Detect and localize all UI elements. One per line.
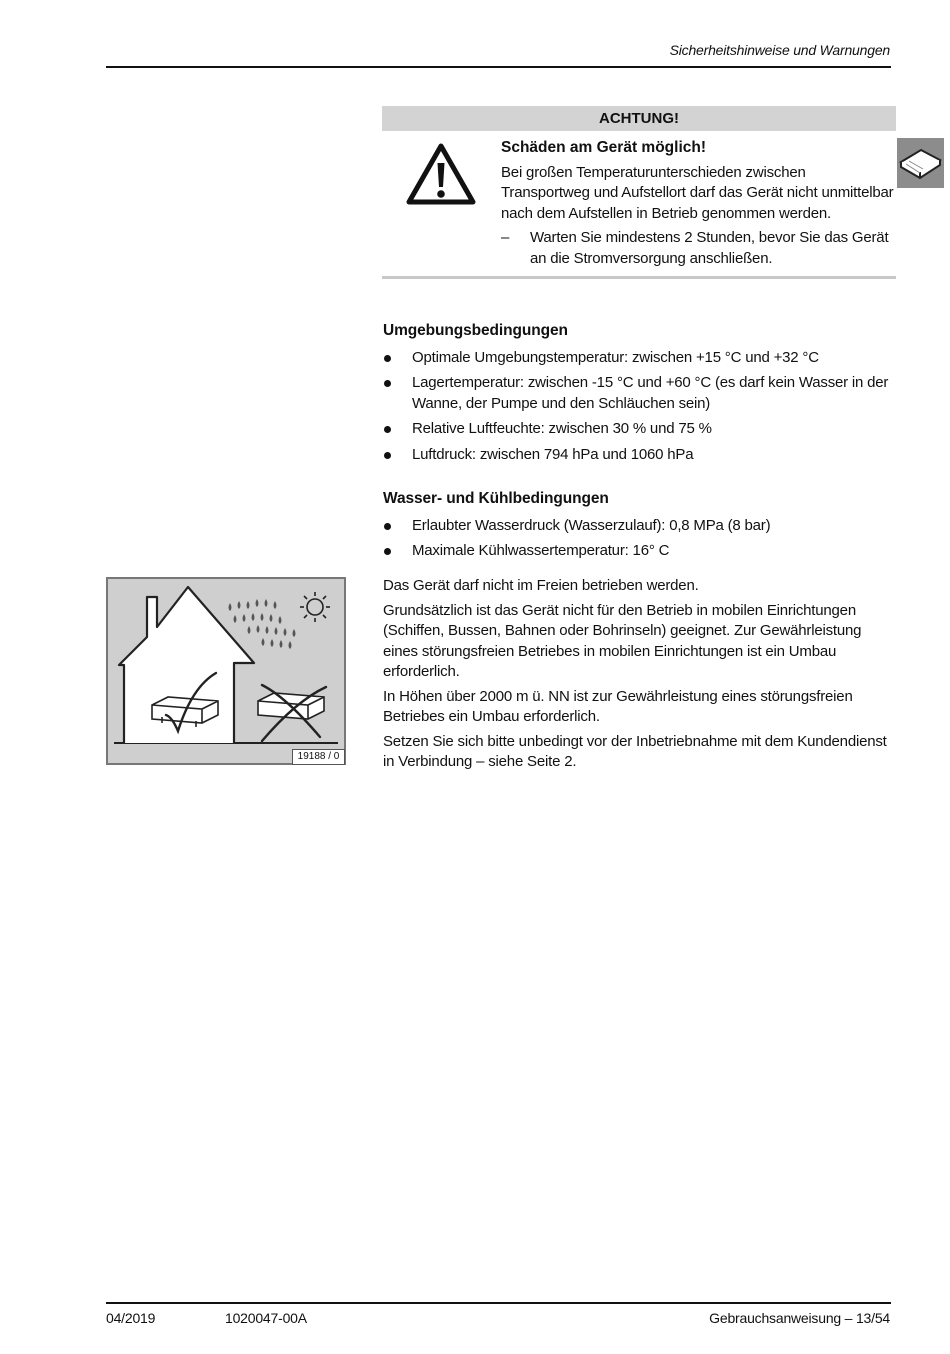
water-list	[383, 516, 895, 562]
ambient-list	[383, 348, 895, 466]
footer-doc-number: 1020047-00A	[225, 1310, 307, 1326]
warning-triangle-icon	[406, 142, 476, 206]
book-icon	[897, 138, 944, 188]
list-item: Optimale Umgebungstemperatur: zwischen +15 °C und +32 °C	[383, 348, 895, 369]
indoor-use-illustration	[106, 577, 346, 765]
warning-title: Schäden am Gerät möglich!	[501, 139, 706, 156]
list-item: Maximale Kühlwassertemperatur: 16° C	[383, 541, 895, 562]
list-item: Lagertemperatur: zwischen -15 °C und +60 °C (es darf kein Wasser in der Wanne, der Pumpe und den Schläuchen sein)	[383, 373, 895, 414]
paragraph: In Höhen über 2000 m ü. NN ist zur Gewährleistung eines störungsfreien Betriebes ein Umbau erforderlich.	[383, 687, 853, 725]
instruction-dash: –	[501, 229, 510, 246]
section-heading-water: Wasser- und Kühlbedingungen	[383, 490, 609, 507]
section-heading-ambient: Umgebungsbedingungen	[383, 322, 568, 339]
ambient-section	[383, 321, 895, 465]
instruction-text: Warten Sie mindestens 2 Stunden, bevor Sie das Gerät an die Stromversorgung anschließen.	[530, 229, 889, 267]
warning-box	[382, 106, 896, 280]
list-item: Relative Luftfeuchte: zwischen 30 % und 75 %	[383, 419, 895, 440]
paragraph: Das Gerät darf nicht im Freien betrieben werden.	[383, 577, 699, 594]
warning-heading: ACHTUNG!	[382, 106, 896, 131]
operating-notes	[383, 576, 895, 773]
page-header-title: Sicherheitshinweise und Warnungen	[669, 42, 890, 58]
warning-bottom-rule	[382, 276, 896, 279]
water-section	[383, 489, 895, 562]
warning-instruction	[501, 228, 896, 269]
header-rule	[106, 66, 891, 68]
footer-rule	[106, 1302, 891, 1304]
footer-date: 04/2019	[106, 1310, 156, 1326]
paragraph: Grundsätzlich ist das Gerät nicht für den Betrieb in mobilen Einrichtungen (Schiffen, Bussen, Bahnen oder Bohrinseln) geeignet. Zur Gewährleistung eines störungsfreien Betriebes in mobilen Einrichtungen ist ein Umbau erforderlich.	[383, 601, 862, 680]
figure-label: 19188 / 0	[292, 749, 345, 765]
footer-page-info: Gebrauchsanweisung – 13/54	[709, 1310, 890, 1326]
chapter-tab	[897, 138, 944, 188]
warning-text: Bei großen Temperaturunterschieden zwischen Transportweg und Aufstellort darf das Gerät nicht unmittelbar nach dem Aufstellen in Betrieb genommen werden.	[501, 163, 894, 222]
list-item: Erlaubter Wasserdruck (Wasserzulauf): 0,8 MPa (8 bar)	[383, 516, 895, 537]
paragraph: Setzen Sie sich bitte unbedingt vor der Inbetriebnahme mit dem Kundendienst in Verbindung – siehe Seite 2.	[383, 732, 887, 770]
list-item: Luftdruck: zwischen 794 hPa und 1060 hPa	[383, 445, 895, 466]
